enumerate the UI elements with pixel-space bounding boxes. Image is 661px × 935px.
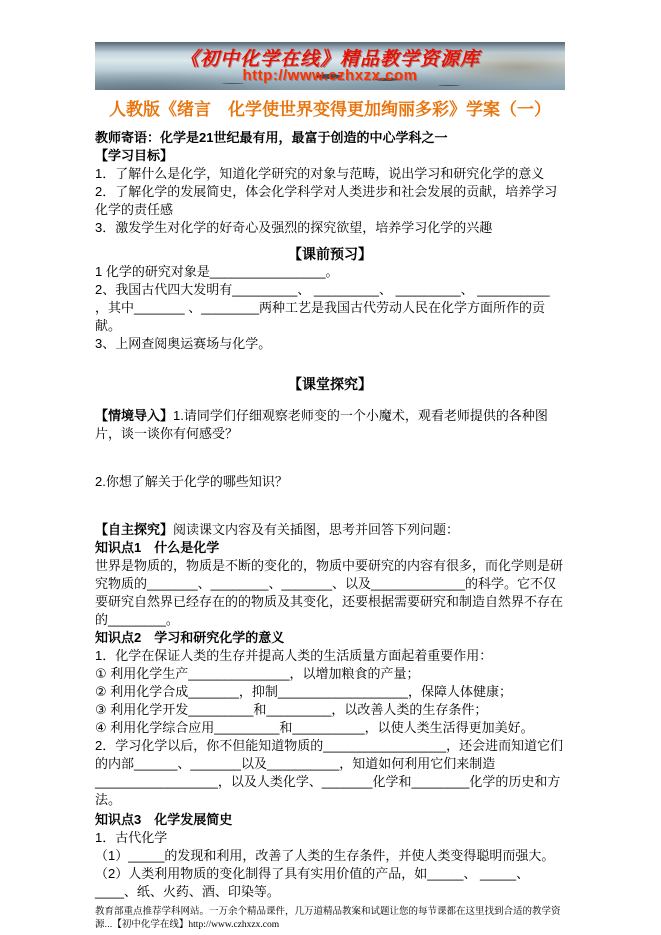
kp2-use-item-1: ① 利用化学生产______________，以增加粮食的产量； [95, 666, 420, 681]
footer-text: 教育部重点推荐学科网站。一万余个精品课件，几万道精品教案和试题让您的每节课都在这里找到合适的教学资源...【初中化学在线】 [95, 906, 561, 930]
self-study-label: 【自主探究】 [95, 522, 174, 537]
classroom-question-2: 2.你想了解关于化学的哪些知识？ [95, 474, 288, 489]
banner-image [95, 42, 565, 90]
footer-url: http://www.czhxzx.com [188, 920, 280, 930]
page-title: 人教版《绪言 化学使世界变得更加绚丽多彩》学案（一） [109, 100, 551, 119]
teacher-message: 教师寄语：化学是21世纪最有用，最富于创造的中心学科之一 [95, 130, 448, 145]
objective-item-2: 2．了解化学的发展简史，体会化学科学对人类进步和社会发展的贡献，培养学习化学的责任感 [95, 184, 558, 217]
section-preview-heading: 【课前预习】 [288, 246, 372, 262]
self-study-text: 阅读课文内容及有关插图，思考并回答下列问题： [173, 522, 460, 537]
self-study-line [95, 521, 565, 539]
knowledge-point-3-heading: 知识点3 化学发展简史 [95, 812, 233, 827]
knowledge-point-2-intro: 1．化学在保证人类的生存并提高人类的生活质量方面起着重要作用： [95, 648, 493, 663]
banner-site-title: 《初中化学在线》精品教学资源库 [179, 48, 480, 70]
kp2-use-item-3: ③ 利用化学开发_________和_________，以改善人类的生存条件； [95, 702, 488, 717]
kp2-use-item-2: ② 利用化学合成_______，抑制__________________，保障人体健康； [95, 684, 513, 699]
knowledge-point-1-heading: 知识点1 什么是化学 [95, 540, 220, 555]
knowledge-point-2-heading: 知识点2 学习和研究化学的意义 [95, 630, 285, 645]
knowledge-point-2-item-2: 2．学习化学以后，你不但能知道物质的_________________，还会进而知道它们的内部______、_______以及__________，知道如何利用它们来制造_________________，以及人类化学、_______化学和________化学的历史和方法。 [95, 738, 564, 807]
knowledge-point-1-body: 世界是物质的，物质是不断的变化的，物质中要研究的内容有很多，而化学则是研究物质的_______、________、_______、以及_____________的科学。它不仅要研究自然界已经存在的的物质及其变化，还要根据需要研究和制造自然界不存在的________。 [95, 558, 564, 627]
preview-item-2: 2、我国古代四大发明有_________、 _________、 _________、 __________ ，其中_______ 、________两种工艺是我国古代劳动人民在化学方面所作的贡献。 [95, 282, 550, 333]
preview-item-1: 1 化学的研究对象是________________。 [95, 264, 339, 279]
scenario-intro [95, 407, 565, 443]
footer-note [95, 905, 565, 932]
banner-site-url: http://www.czhxzx.com [242, 67, 418, 84]
objective-item-3: 3．激发学生对化学的好奇心及强烈的探究欲望，培养学习化学的兴趣 [95, 220, 493, 235]
knowledge-point-3-sub-1: 1．古代化学 [95, 830, 168, 845]
scenario-intro-label: 【情境导入】 [95, 408, 174, 423]
kp3-item-2: （2）人类利用物质的变化制得了具有实用价值的产品，如_____、 _____、 ____、纸、火药、酒、印染等。 [95, 866, 530, 899]
preview-item-3: 3、上网查阅奥运赛场与化学。 [95, 336, 272, 351]
scenario-intro-text: 1.请同学们仔细观察老师变的一个小魔术，观看老师提供的各种图片，谈一谈你有何感受？ [95, 408, 548, 441]
section-classroom-heading: 【课堂探究】 [288, 376, 372, 392]
section-objectives-heading: 【学习目标】 [95, 148, 174, 163]
kp2-use-item-4: ④ 利用化学综合应用_________和__________，以使人类生活得更加美好。 [95, 720, 534, 735]
objective-item-1: 1．了解什么是化学，知道化学研究的对象与范畴，说出学习和研究化学的意义 [95, 166, 545, 181]
kp3-item-1: （1）_____的发现和利用，改善了人类的生存条件，并使人类变得聪明而强大。 [95, 848, 555, 863]
document-content [95, 42, 565, 932]
